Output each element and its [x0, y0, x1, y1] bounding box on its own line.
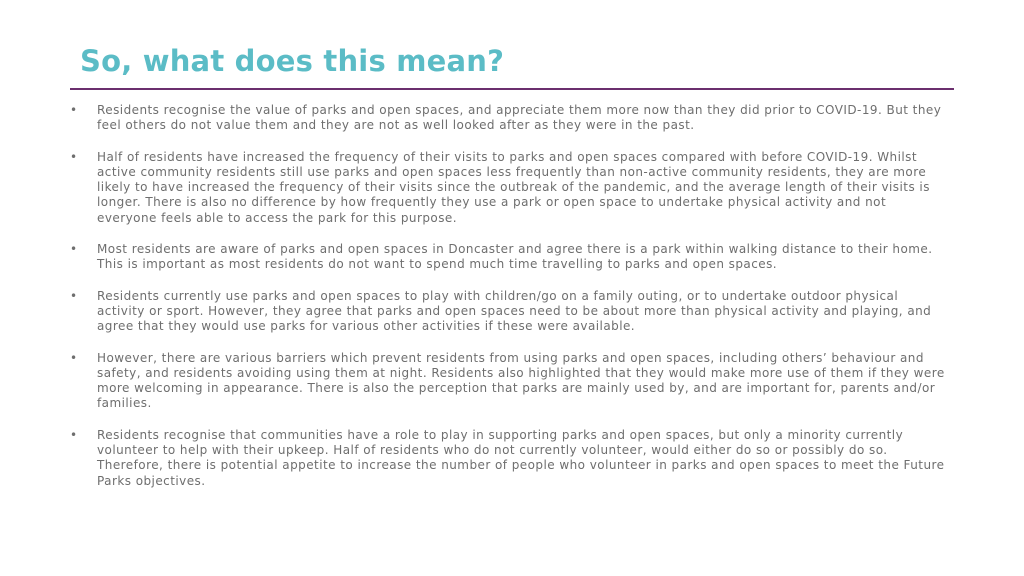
title-divider: [70, 88, 954, 90]
bullet-item: [70, 242, 946, 273]
bullet-marker: •: [70, 103, 78, 117]
bullet-item: [70, 289, 946, 335]
bullet-item: [70, 103, 946, 134]
bullet-item: [70, 351, 946, 412]
slide-title: So, what does this mean?: [80, 44, 505, 78]
bullet-marker: •: [70, 427, 78, 442]
bullet-text: Residents recognise the value of parks and open spaces, and appreciate them more now than they did prior to COVID-19. But they feel others do not value them and they are not as well looked after as they were in the past.: [97, 103, 942, 133]
bullet-text: However, there are various barriers which prevent residents from using parks and open spaces, including others’ behaviour and safety, and residents avoiding using them at night. Residents also highlighted that they would make more use of them if they were more welcoming in appearance. There is also the perception that parks are mainly used by, and are important for, parents and/or families.: [97, 350, 945, 411]
bullet-item: [70, 428, 946, 489]
bullet-list: [70, 103, 946, 505]
bullet-text: Residents recognise that communities have a role to play in supporting parks and open spaces, but only a minority currently volunteer to help with their upkeep. Half of residents who do not currently volunteer, would either do so or possibly do so. Therefore, there is potential appetite to increase the number of people who volunteer in parks and open spaces to meet the Future Parks objectives.: [97, 427, 945, 488]
bullet-item: [70, 150, 946, 226]
bullet-text: Most residents are aware of parks and open spaces in Doncaster and agree there is a park within walking distance to their home. This is important as most residents do not want to spend much time travelling to parks and open spaces.: [97, 242, 933, 272]
bullet-marker: •: [70, 242, 78, 257]
bullet-text: Residents currently use parks and open spaces to play with children/go on a family outing, or to undertake outdoor physical activity or sport. However, they agree that parks and open spaces need to be about more than physical activity and playing, and agree that they would use parks for various other activities if these were available.: [97, 288, 932, 334]
bullet-marker: •: [70, 350, 78, 365]
bullet-marker: •: [70, 288, 78, 303]
bullet-text: Half of residents have increased the frequency of their visits to parks and open spaces compared with before COVID-19. Whilst active community residents still use parks and open spaces less frequently than non-active community residents, they are more likely to have increased the frequency of their visits since the outbreak of the pandemic, and the average length of their visits is longer. There is also no difference by how frequently they use a park or open space to undertake physical activity and not everyone feels able to access the park for this purpose.: [97, 149, 930, 225]
bullet-marker: •: [70, 149, 78, 164]
